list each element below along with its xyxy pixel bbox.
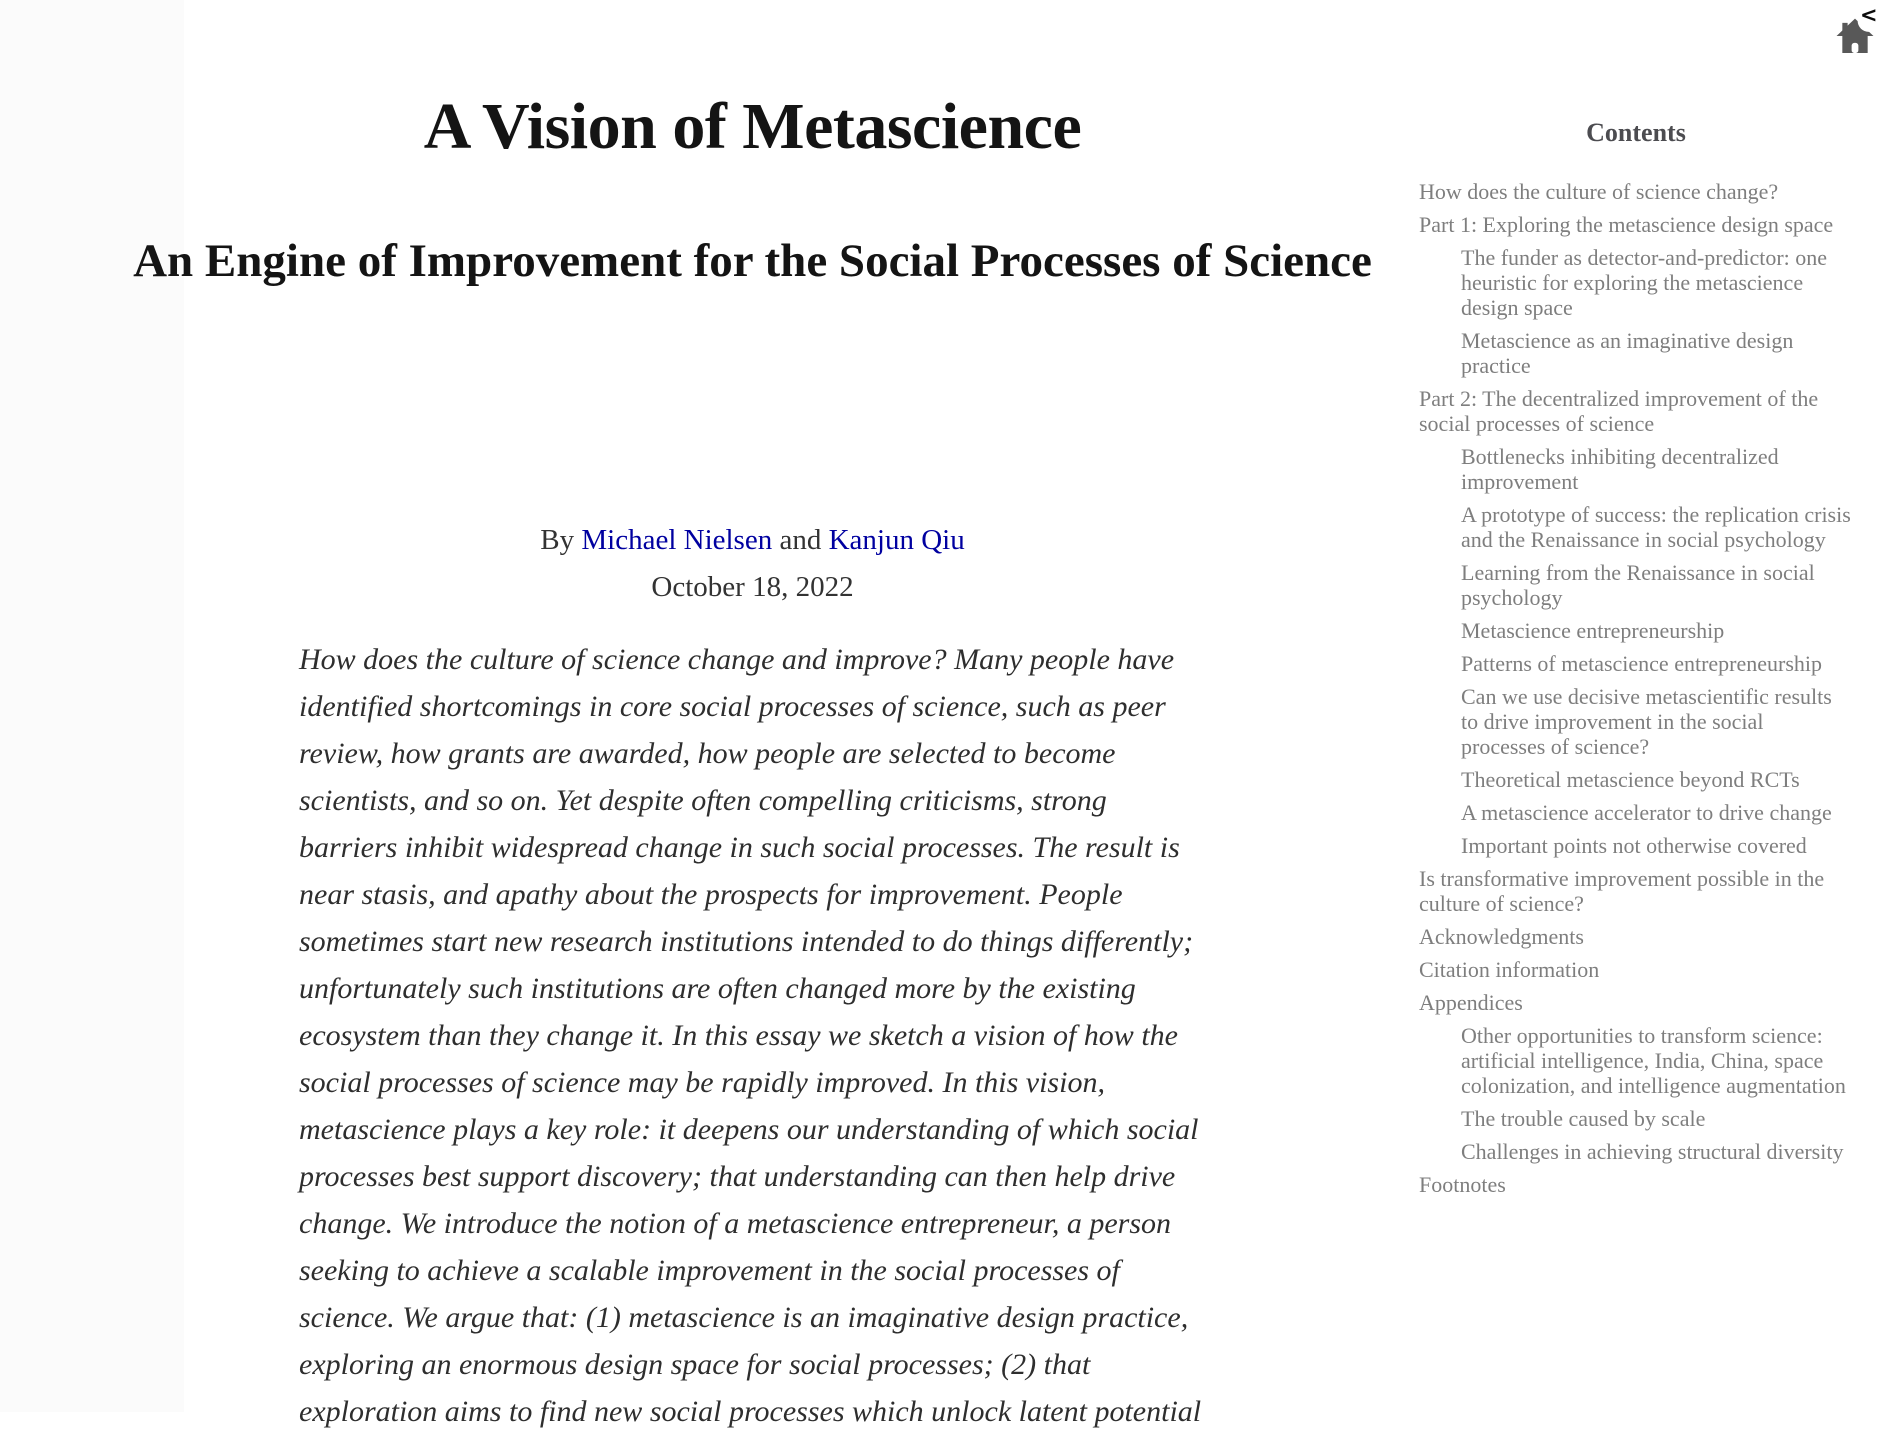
toc-item[interactable]: Is transformative improvement possible in the culture of science? <box>1419 866 1825 916</box>
toc-item[interactable]: The trouble caused by scale <box>1461 1106 1706 1131</box>
toc-item[interactable]: Part 2: The decentralized improvement of the social processes of science <box>1419 386 1819 436</box>
toc-list <box>1419 179 1853 1197</box>
toc-item[interactable]: A prototype of success: the replication crisis and the Renaissance in social psychology <box>1461 502 1851 552</box>
toc-item[interactable]: Metascience as an imaginative design practice <box>1461 328 1794 378</box>
page-title: A Vision of Metascience <box>423 90 1082 163</box>
toc-heading: Contents <box>1586 118 1686 147</box>
toc-item[interactable]: Can we use decisive metascientific results to drive improvement in the social processes of science? <box>1461 684 1832 759</box>
toc-item[interactable]: Citation information <box>1419 957 1600 982</box>
publication-date: October 18, 2022 <box>651 571 854 603</box>
author-link-kanjun-qiu[interactable]: Kanjun Qiu <box>828 524 965 556</box>
byline-connector: and <box>779 524 822 556</box>
back-arrow-icon[interactable]: < <box>1860 3 1878 27</box>
toc-item[interactable]: Important points not otherwise covered <box>1461 833 1807 858</box>
home-button[interactable] <box>1836 3 1880 56</box>
toc-item[interactable]: Other opportunities to transform science: artificial intelligence, India, China, space colonization, and intelligence augmentation <box>1461 1023 1846 1098</box>
toc-item[interactable]: Bottlenecks inhibiting decentralized improvement <box>1461 444 1779 494</box>
byline <box>60 517 1445 564</box>
author-link-michael-nielsen[interactable]: Michael Nielsen <box>581 524 773 556</box>
toc-item[interactable]: Footnotes <box>1419 1172 1506 1197</box>
toc-item[interactable]: Part 1: Exploring the metascience design space <box>1419 212 1834 237</box>
toc-item[interactable]: Challenges in achieving structural diversity <box>1461 1139 1844 1164</box>
table-of-contents <box>1419 118 1853 1205</box>
byline-prefix: By <box>540 524 575 556</box>
toc-item[interactable]: Appendices <box>1419 990 1523 1015</box>
toc-item[interactable]: Metascience entrepreneurship <box>1461 618 1725 643</box>
toc-item[interactable]: Learning from the Renaissance in social psychology <box>1461 560 1815 610</box>
page-subtitle: An Engine of Improvement for the Social Processes of Science <box>133 235 1372 287</box>
toc-item[interactable]: Acknowledgments <box>1419 924 1584 949</box>
abstract-paragraph: How does the culture of science change and improve? Many people have identified shortcomings in core social processes of science, such as peer review, how grants are awarded, how people are selected to become scientists, and so on. Yet despite often compelling criticisms, strong barriers inhibit widespread change in such social processes. The result is near stasis, and apathy about the prospects for improvement. People sometimes start new research institutions intended to do things differently; unfortunately such institutions are often changed more by the existing ecosystem than they change it. In this essay we sketch a vision of how the social processes of science may be rapidly improved. In this vision, metascience plays a key role: it deepens our understanding of which social processes best support discovery; that understanding can then help drive change. We introduce the notion of a metascience entrepreneur, a person seeking to achieve a scalable improvement in the social processes of science. We argue that: (1) metascience is an imaginative design practice, exploring an enormous design space for social processes; (2) that exploration aims to find new social processes which unlock latent potential <box>299 643 1202 1428</box>
toc-item[interactable]: Patterns of metascience entrepreneurship <box>1461 651 1823 676</box>
toc-item[interactable]: A metascience accelerator to drive change <box>1461 800 1832 825</box>
toc-item[interactable]: The funder as detector-and-predictor: one heuristic for exploring the metascience design space <box>1461 245 1828 320</box>
essay-article <box>60 0 1445 1428</box>
toc-item[interactable]: How does the culture of science change? <box>1419 179 1779 204</box>
toc-item[interactable]: Theoretical metascience beyond RCTs <box>1461 767 1800 792</box>
